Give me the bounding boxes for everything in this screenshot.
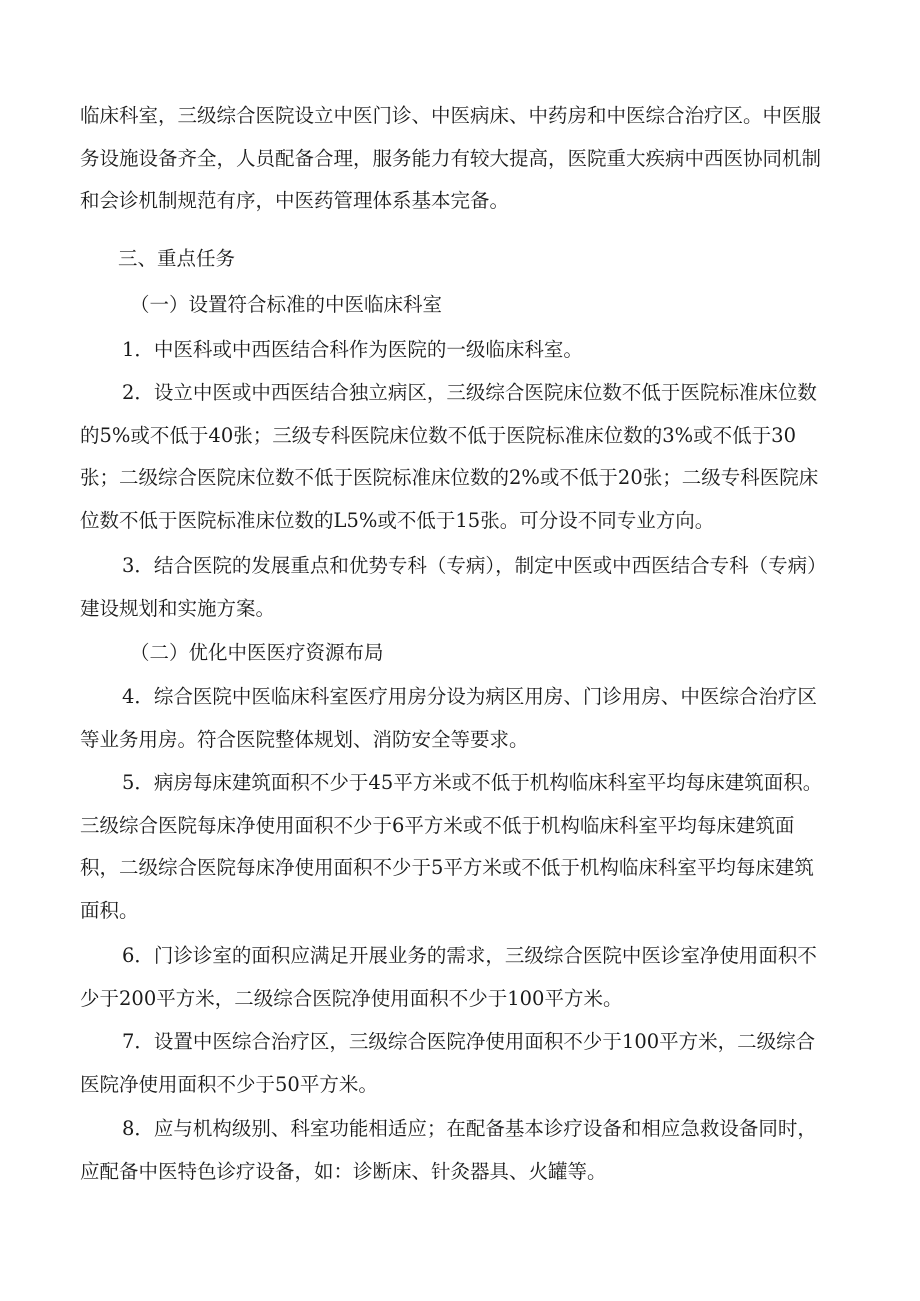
- item-6-paragraph: 6．门诊诊室的面积应满足开展业务的需求，三级综合医院中医诊室净使用面积不少于200平方米，二级综合医院净使用面积不少于100平方米。: [80, 944, 817, 1010]
- item-7-paragraph: 7．设置中医综合治疗区，三级综合医院净使用面积不少于100平方米，二级综合医院净使用面积不少于50平方米。: [80, 1030, 816, 1096]
- item-1-paragraph: 1．中医科或中西医结合科作为医院的一级临床科室。: [122, 338, 583, 361]
- item-3-paragraph: 3．结合医院的发展重点和优势专科（专病），制定中医或中西医结合专科（专病）建设规划和实施方案。: [80, 554, 827, 620]
- item-4-paragraph: 4．综合医院中医临床科室医疗用房分设为病区用房、门诊用房、中医综合治疗区等业务用房。符合医院整体规划、消防安全等要求。: [80, 685, 817, 751]
- item-5-paragraph: 5．病房每床建筑面积不少于45平方米或不低于机构临床科室平均每床建筑面积。三级综合医院每床净使用面积不少于6平方米或不低于机构临床科室平均每床建筑面积，二级综合医院每床净使用面积不少于5平方米或不低于机构临床科室平均每床建筑面积。: [80, 771, 823, 922]
- section-3-heading: 三、重点任务: [118, 247, 236, 270]
- intro-paragraph: 临床科室，三级综合医院设立中医门诊、中医病床、中药房和中医综合治疗区。中医服务设施设备齐全，人员配备合理，服务能力有较大提高，医院重大疾病中西医协同机制和会诊机制规范有序，中医药管理体系基本完备。: [80, 104, 822, 212]
- subsection-1-heading: （一）设置符合标准的中医临床科室: [130, 293, 443, 316]
- item-2-paragraph: 2．设立中医或中西医结合独立病区，三级综合医院床位数不低于医院标准床位数的5%或不低于40张；三级专科医院床位数不低于医院标准床位数的3%或不低于30张；二级综合医院床位数不低于医院标准床位数的2%或不低于20张；二级专科医院床位数不低于医院标准床位数的L5%或不低于15张。可分设不同专业方向。: [80, 381, 819, 532]
- item-8-paragraph: 8．应与机构级别、科室功能相适应；在配备基本诊疗设备和相应急救设备同时，应配备中医特色诊疗设备，如：诊断床、针灸器具、火罐等。: [80, 1117, 817, 1183]
- subsection-2-heading: （二）优化中医医疗资源布局: [130, 641, 384, 664]
